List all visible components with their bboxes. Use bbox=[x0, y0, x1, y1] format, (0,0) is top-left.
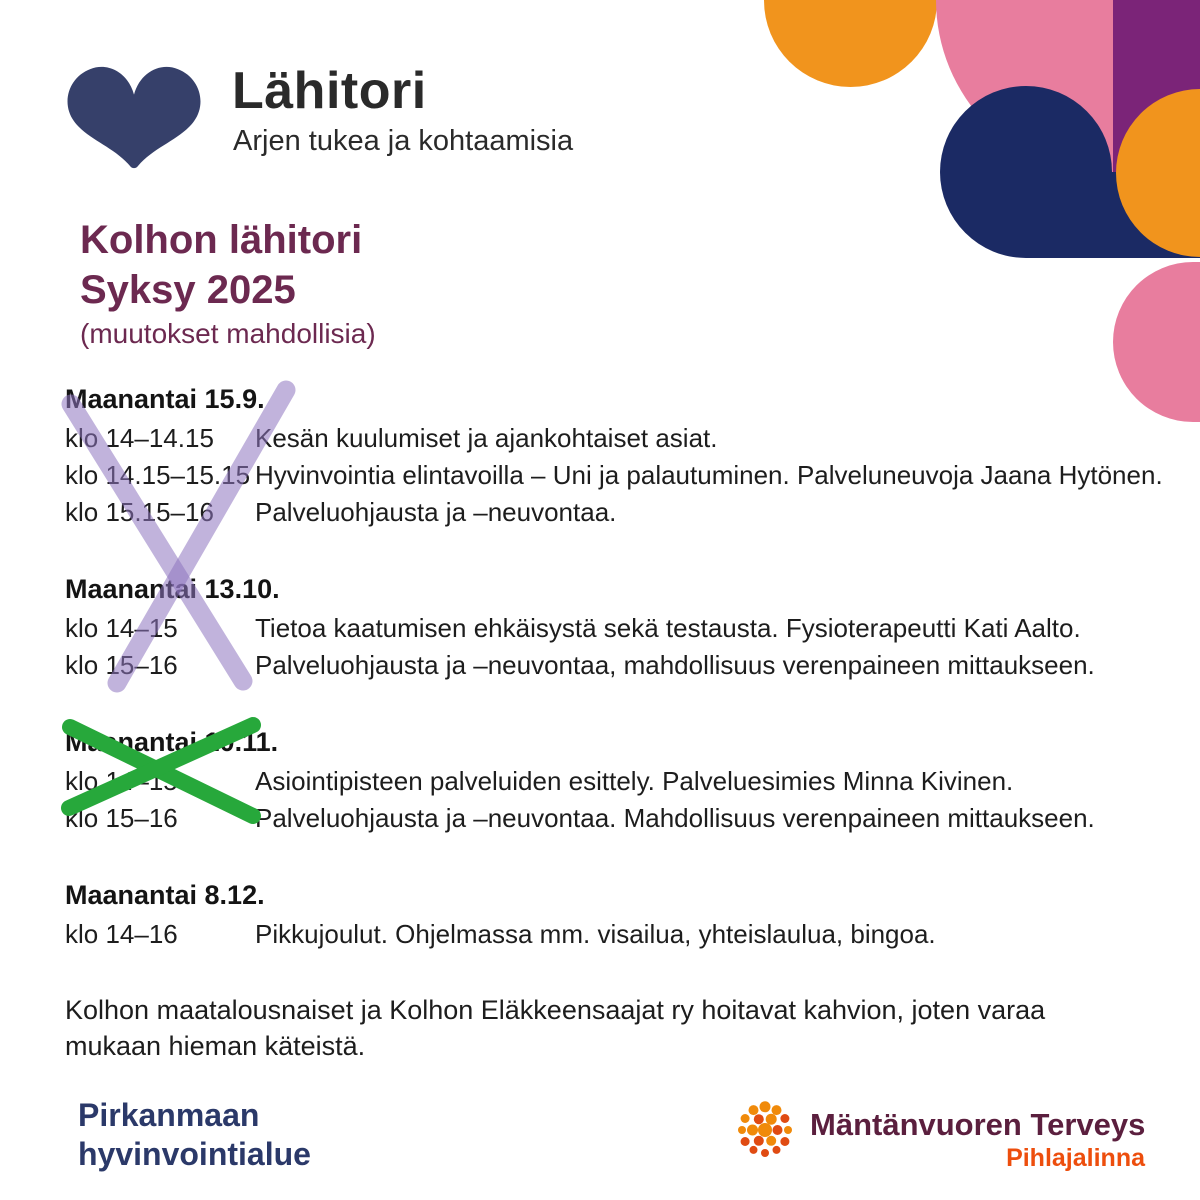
page-title-note: (muutokset mahdollisia) bbox=[80, 318, 376, 349]
row-description: Palveluohjausta ja –neuvontaa. bbox=[255, 497, 617, 527]
section-heading: Maanantai 13.10. bbox=[65, 574, 280, 604]
row-time: klo 14–15 bbox=[65, 613, 178, 643]
deco-orange-half-disc-right bbox=[1116, 89, 1200, 257]
heart-icon bbox=[60, 60, 208, 172]
heart-shape bbox=[68, 67, 201, 168]
pihlajalinna-dot-cluster-icon bbox=[733, 1097, 797, 1161]
schedule-section-8-12 bbox=[65, 877, 1165, 953]
row-description: Asiointipisteen palveluiden esittely. Palveluesimies Minna Kivinen. bbox=[255, 766, 1014, 796]
schedule-section-13-10 bbox=[65, 571, 1165, 684]
row-description: Tietoa kaatumisen ehkäisystä sekä testausta. Fysioterapeutti Kati Aalto. bbox=[255, 613, 1081, 643]
schedule-row bbox=[65, 420, 1165, 457]
schedule-section-15-9 bbox=[65, 381, 1165, 531]
schedule-row bbox=[65, 610, 1165, 647]
row-time: klo 15.15–16 bbox=[65, 497, 214, 527]
title-block bbox=[80, 215, 376, 351]
page-title-line2: Syksy 2025 bbox=[80, 268, 296, 312]
section-heading: Maanantai 10.11. bbox=[65, 727, 279, 757]
deco-navy-blob-corner bbox=[1026, 172, 1200, 258]
row-description: Pikkujoulut. Ohjelmassa mm. visailua, yhteislaulua, bingoa. bbox=[255, 919, 936, 949]
lahitori-logo-subtitle: Arjen tukea ja kohtaamisia bbox=[233, 125, 574, 157]
schedule-row bbox=[65, 647, 1165, 684]
section-heading: Maanantai 8.12. bbox=[65, 880, 265, 910]
schedule-row bbox=[65, 457, 1165, 494]
pirha-logo-line2: hyvinvointialue bbox=[78, 1136, 311, 1172]
deco-purple-rectangle bbox=[1113, 0, 1200, 175]
schedule-row bbox=[65, 916, 1165, 953]
deco-navy-blob-circle bbox=[940, 86, 1112, 258]
schedule-row bbox=[65, 763, 1165, 800]
schedule-row bbox=[65, 800, 1165, 837]
pirha-logo-line1: Pirkanmaan bbox=[78, 1097, 260, 1133]
row-description: Palveluohjausta ja –neuvontaa. Mahdollisuus verenpaineen mittaukseen. bbox=[255, 803, 1095, 833]
lahitori-logo-title: Lähitori bbox=[232, 62, 427, 120]
row-description: Palveluohjausta ja –neuvontaa, mahdollisuus verenpaineen mittaukseen. bbox=[255, 650, 1095, 680]
row-time: klo 14–14.15 bbox=[65, 423, 214, 453]
row-time: klo 15–16 bbox=[65, 803, 178, 833]
mantanvuoren-terveys-logo bbox=[810, 1108, 1145, 1172]
schedule-row bbox=[65, 494, 1165, 531]
row-description: Hyvinvointia elintavoilla – Uni ja palautuminen. Palveluneuvoja Jaana Hytönen. bbox=[255, 460, 1163, 490]
deco-orange-semicircle-top bbox=[764, 0, 937, 87]
section-heading: Maanantai 15.9. bbox=[65, 384, 265, 414]
pihlajalinna-wordmark: Pihlajalinna bbox=[1006, 1144, 1145, 1172]
deco-pink-quarter-disc bbox=[936, 0, 1113, 177]
row-time: klo 14–15 bbox=[65, 766, 178, 796]
row-time: klo 14.15–15.15 bbox=[65, 460, 251, 490]
schedule bbox=[65, 381, 1165, 993]
schedule-section-10-11 bbox=[65, 724, 1165, 837]
pirkanmaan-hyvinvointialue-logo bbox=[78, 1096, 311, 1174]
row-description: Kesän kuulumiset ja ajankohtaiset asiat. bbox=[255, 423, 718, 453]
row-time: klo 15–16 bbox=[65, 650, 178, 680]
mt-logo-name: Mäntänvuoren Terveys bbox=[810, 1107, 1146, 1142]
page-title-line1: Kolhon lähitori bbox=[80, 218, 363, 262]
footer-note: Kolhon maatalousnaiset ja Kolhon Eläkkeensaajat ry hoitavat kahvion, joten varaa mukaan hieman käteistä. bbox=[65, 995, 1046, 1061]
row-time: klo 14–16 bbox=[65, 919, 178, 949]
